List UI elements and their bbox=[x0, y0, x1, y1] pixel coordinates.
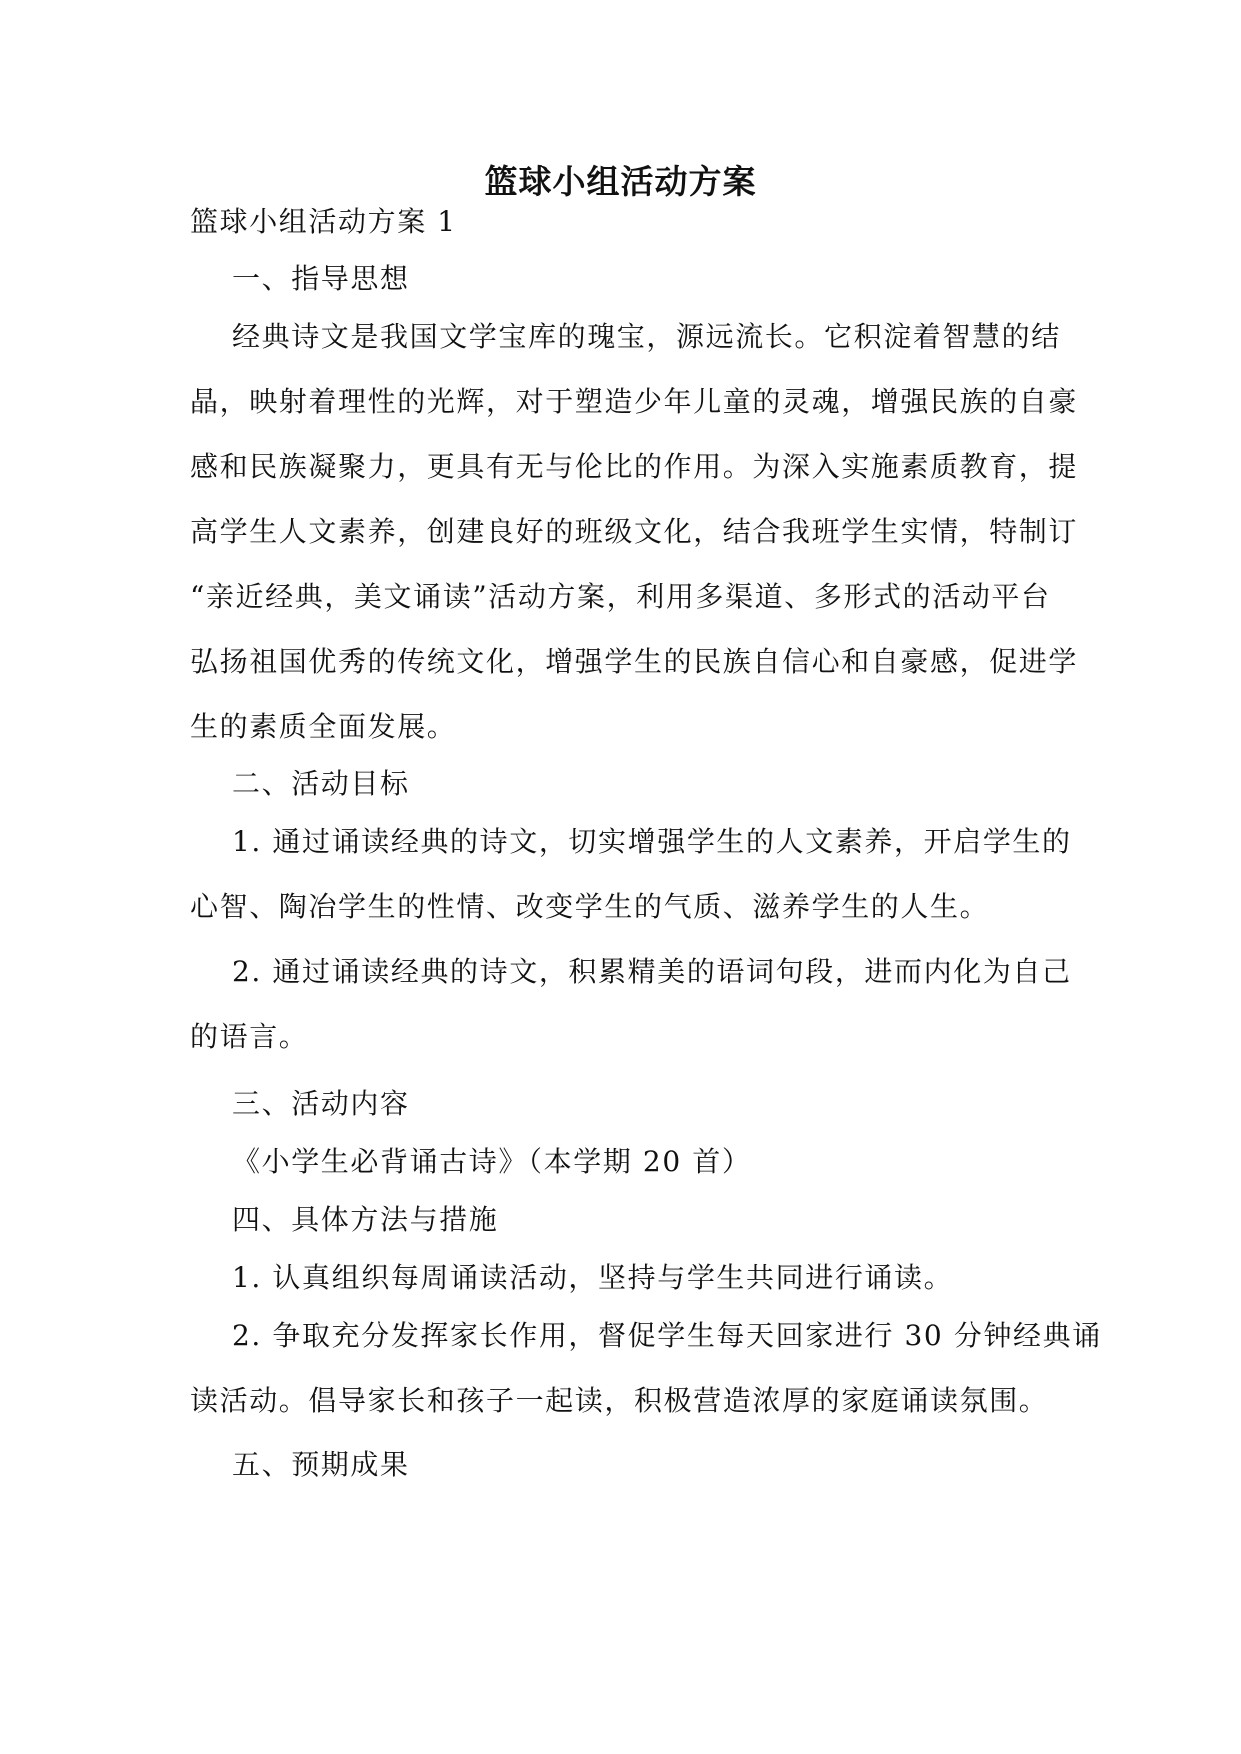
paragraph-line: 读活动。倡导家长和孩子一起读，积极营造浓厚的家庭诵读氛围。 bbox=[190, 1384, 1049, 1417]
paragraph-line: 2. 争取充分发挥家长作用，督促学生每天回家进行 30 分钟经典诵 bbox=[232, 1319, 1102, 1352]
document-title: 篮球小组活动方案 bbox=[484, 162, 757, 201]
paragraph-line: 弘扬祖国优秀的传统文化，增强学生的民族自信心和自豪感，促进学 bbox=[190, 645, 1079, 678]
paragraph-line: 感和民族凝聚力，更具有无与伦比的作用。为深入实施素质教育，提 bbox=[190, 450, 1079, 483]
method-1: 1. 认真组织每周诵读活动，坚持与学生共同进行诵读。 bbox=[232, 1261, 954, 1294]
paragraph-line: 心智、陶冶学生的性情、改变学生的气质、滋养学生的人生。 bbox=[190, 890, 990, 923]
paragraph-line: 晶，映射着理性的光辉，对于塑造少年儿童的灵魂，增强民族的自豪 bbox=[190, 385, 1079, 418]
section-heading-methods: 四、具体方法与措施 bbox=[232, 1203, 499, 1236]
paragraph-line: “亲近经典，美文诵读”活动方案，利用多渠道、多形式的活动平台 bbox=[190, 580, 1051, 613]
paragraph-guiding-ideology bbox=[190, 315, 1079, 770]
activity-content-line: 《小学生必背诵古诗》（本学期 20 首） bbox=[232, 1145, 752, 1178]
section-heading-guiding-ideology: 一、指导思想 bbox=[232, 262, 410, 295]
section-heading-activity-content: 三、活动内容 bbox=[232, 1087, 410, 1120]
paragraph-line: 生的素质全面发展。 bbox=[190, 710, 457, 743]
paragraph-method-2 bbox=[190, 1314, 1102, 1444]
paragraph-goal-2 bbox=[190, 950, 1072, 1080]
paragraph-line: 经典诗文是我国文学宝库的瑰宝，源远流长。它积淀着智慧的结 bbox=[232, 320, 1061, 353]
paragraph-line: 高学生人文素养，创建良好的班级文化，结合我班学生实情，特制订 bbox=[190, 515, 1079, 548]
section-heading-activity-goals: 二、活动目标 bbox=[232, 767, 410, 800]
document-subtitle: 篮球小组活动方案 1 bbox=[190, 205, 457, 238]
paragraph-line: 1. 通过诵读经典的诗文，切实增强学生的人文素养，开启学生的 bbox=[232, 825, 1072, 858]
paragraph-line: 的语言。 bbox=[190, 1020, 309, 1053]
paragraph-line: 2. 通过诵读经典的诗文，积累精美的语词句段，进而内化为自己 bbox=[232, 955, 1072, 988]
paragraph-goal-1 bbox=[190, 820, 1072, 950]
section-heading-expected-results: 五、预期成果 bbox=[232, 1448, 410, 1481]
